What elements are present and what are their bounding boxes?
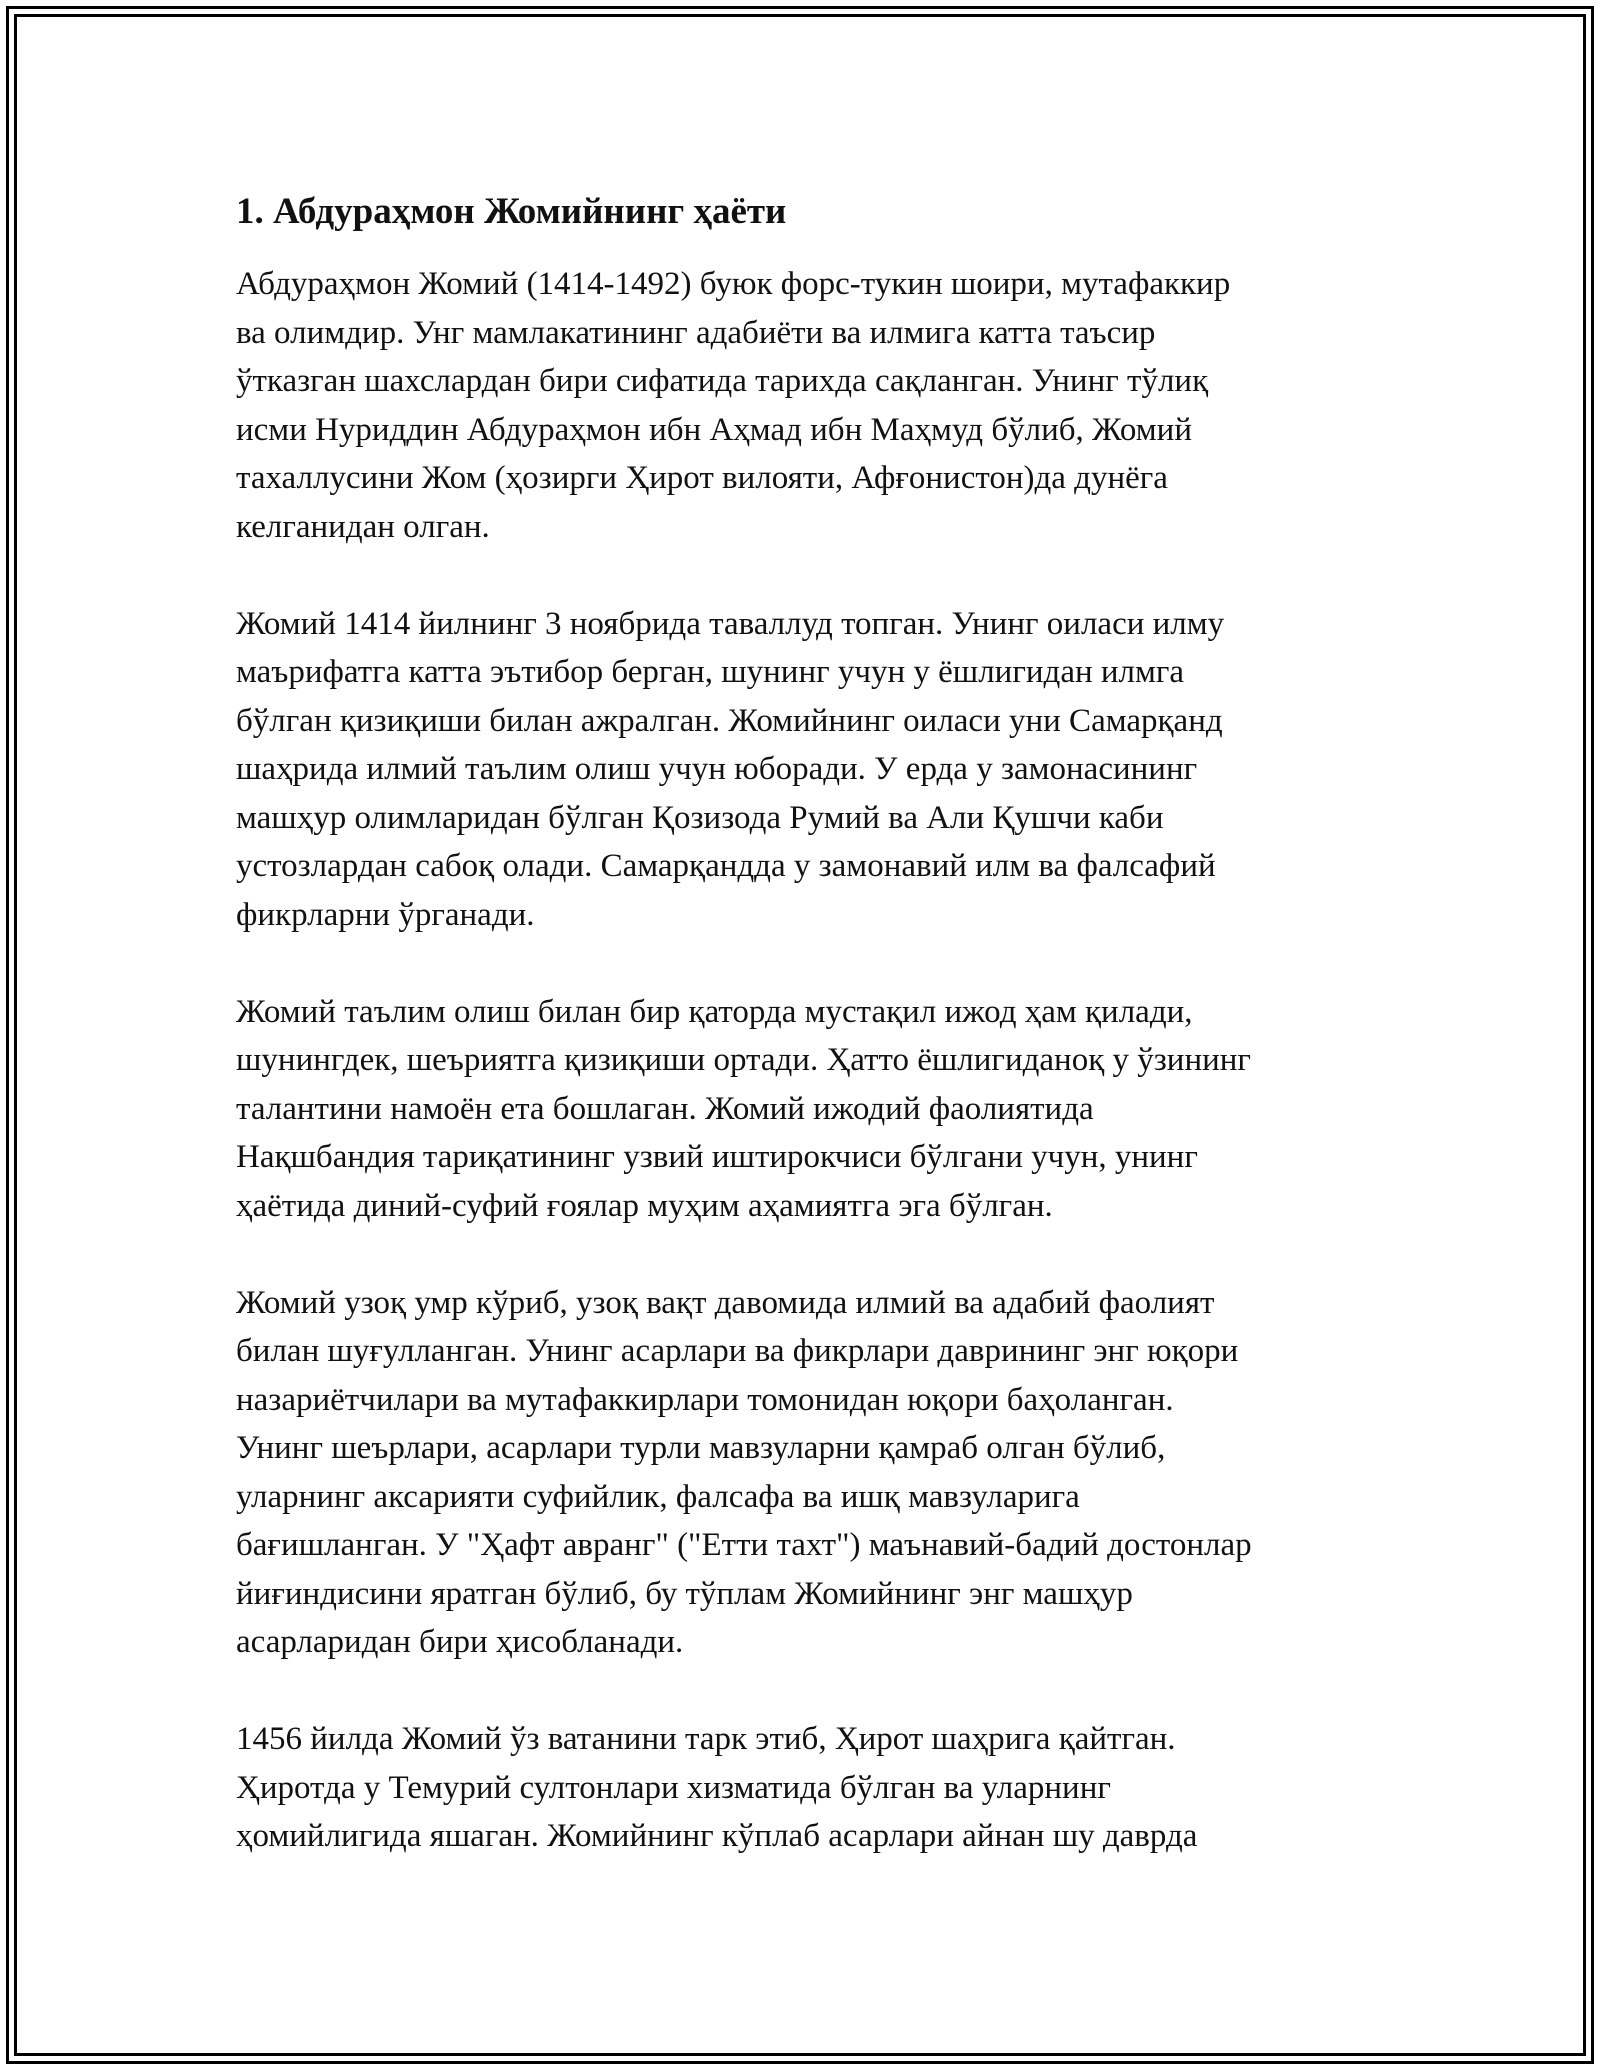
text-line: тахаллусини Жом (ҳозирги Ҳирот вилояти, Афғонистон)да дунёга — [236, 460, 1168, 496]
text-line: Абдураҳмон Жомий (1414-1492) буюк форс-тукин шоири, мутафаккир — [236, 266, 1231, 302]
text-line: ва олимдир. Унг мамлакатининг адабиёти ва илмига катта таъсир — [236, 314, 1156, 351]
text-line: уларнинг аксарияти суфийлик, фалсафа ва ишқ мавзуларига — [236, 1478, 1080, 1515]
text-line: Унинг шеърлари, асарлари турли мавзуларни қамраб олган бўлиб, — [236, 1430, 1166, 1466]
text-line: билан шуғулланган. Унинг асарлари ва фикрлари даврининг энг юқори — [236, 1333, 1239, 1369]
text-line: ўтказган шахслардан бири сифатида тарихда сақланган. Унинг тўлиқ — [236, 363, 1209, 399]
text-line: Нақшбандия тариқатининг узвий иштирокчиси бўлгани учун, унинг — [236, 1139, 1198, 1175]
text-line: устозлардан сабоқ олади. Самарқандда у замонавий илм ва фалсафий — [236, 848, 1216, 884]
text-line: бўлган қизиқиши билан ажралган. Жомийнинг оиласи уни Самарқанд — [236, 702, 1223, 739]
text-line: фикрларни ўрганади. — [236, 896, 535, 933]
text-line: маърифатга катта эътибор берган, шунинг учун у ёшлигидан илмга — [236, 654, 1185, 690]
text-line: исми Нуриддин Абдураҳмон ибн Аҳмад ибн Маҳмуд бўлиб, Жомий — [236, 411, 1193, 448]
document-body — [236, 186, 1376, 1909]
paragraph — [236, 1715, 1376, 1861]
text-line: ҳаётида диний-суфий ғоялар муҳим аҳамиятга эга бўлган. — [236, 1187, 1053, 1224]
text-line: назариётчилари ва мутафаккирлари томонидан юқори баҳоланган. — [236, 1381, 1174, 1418]
text-line: йиғиндисини яратган бўлиб, бу тўплам Жомийнинг энг машҳур — [236, 1575, 1133, 1612]
text-line: Жомий таълим олиш билан бир қаторда мустақил ижод ҳам қилади, — [236, 993, 1193, 1030]
text-line: бағишланган. У "Ҳафт авранг" ("Етти тахт") маънавий-бадий достонлар — [236, 1527, 1252, 1563]
paragraph — [236, 988, 1376, 1231]
paragraph-list — [236, 260, 1376, 1861]
text-line: машҳур олимларидан бўлган Қозизода Румий ва Али Қушчи каби — [236, 799, 1164, 836]
text-line: асарларидан бири ҳисобланади. — [236, 1624, 684, 1660]
text-line: 1456 йилда Жомий ўз ватанини тарк этиб, Ҳирот шаҳрига қайтган. — [236, 1721, 1176, 1757]
text-line: шаҳрида илмий таълим олиш учун юборади. У ерда у замонасининг — [236, 751, 1198, 787]
paragraph — [236, 260, 1376, 551]
paragraph — [236, 600, 1376, 940]
text-line: ҳомийлигида яшаган. Жомийнинг кўплаб асарлари айнан шу даврда — [236, 1818, 1198, 1854]
section-heading: 1. Абдураҳмон Жомийнинг ҳаёти — [236, 191, 787, 232]
text-line: Ҳиротда у Темурий султонлари хизматида бўлган ва уларнинг — [236, 1769, 1111, 1806]
paragraph — [236, 1279, 1376, 1667]
text-line: Жомий 1414 йилнинг 3 ноябрида таваллуд топган. Унинг оиласи илму — [236, 605, 1225, 642]
text-line: шунингдек, шеъриятга қизиқиши ортади. Ҳатто ёшлигиданоқ у ўзининг — [236, 1042, 1251, 1078]
text-line: келганидан олган. — [236, 508, 490, 545]
text-line: талантини намоён ета бошлаган. Жомий ижодий фаолиятида — [236, 1090, 1094, 1127]
text-line: Жомий узоқ умр кўриб, узоқ вақт давомида илмий ва адабий фаолият — [236, 1284, 1215, 1321]
